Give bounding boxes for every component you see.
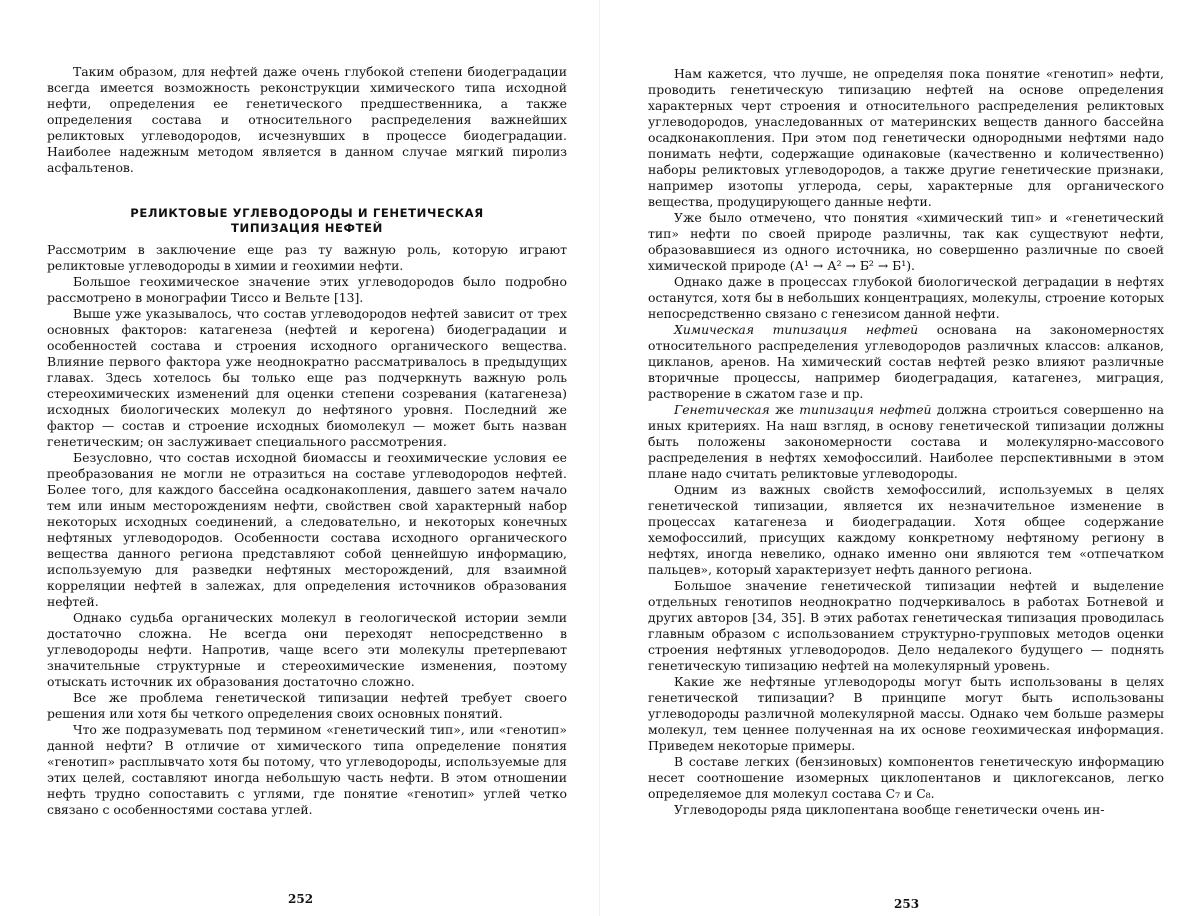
page-number: 252: [288, 892, 314, 906]
section-heading-line: РЕЛИКТОВЫЕ УГЛЕВОДОРОДЫ И ГЕНЕТИЧЕСКАЯ: [130, 206, 484, 220]
page-number: 253: [894, 897, 920, 911]
paragraph: [648, 210, 1164, 274]
italic-term: типизация нефтей: [799, 402, 932, 417]
paragraph: Что же подразумевать под термином «генетический тип», или «генотип» данной нефти? В отличие от химического типа определение понятия «генотип» расплывчато хотя бы потому, что углеводороды, используемые для этих целей, составляют иногда небольшую часть нефти. В этом отношении нефть трудно сопоставить с углями, где понятие «генотип» углей четко связано с особенностями состава углей.: [47, 722, 567, 817]
paragraph-text: основана на закономерностях относительного распределения углеводородов различных классов: алканов, цикланов, аренов. На химический состав нефтей резко влияют различные вторичные процессы, например биодеградация, катагенез, миграция, растворение в сжатом газе и пр.: [648, 322, 1164, 401]
italic-term: Генетическая: [674, 402, 770, 417]
paragraph: Одним из важных свойств хемофоссилий, используемых в целях генетической типизации, является их незначительное изменение в процессах катагенеза и биодеградации. Хотя общее содержание хемофоссилий, присущих каждому конкретному нефтяному региону в нефтях, иногда невелико, однако именно они являются тем «отпечатком пальцев», который характеризует нефть данного региона.: [648, 482, 1164, 577]
paragraph: В составе легких (бензиновых) компонентов генетическую информацию несет соотношение изомерных циклопентанов и циклогексанов, легко определяемое для молекул состава C₇ и C₈.: [648, 754, 1164, 801]
paragraph-text: же: [769, 402, 800, 417]
paragraph: Безусловно, что состав исходной биомассы и геохимические условия ее преобразования не могли не отразиться на составе углеводородов нефтей. Более того, для каждого бассейна осадконакопления, давшего затем начало тем или иным месторождениям нефти, свойствен свой характерный набор некоторых исходных соединений, а следовательно, и некоторых конечных нефтяных углеводородов. Особенности состава исходного органического вещества данного региона представляют собой ценнейшую информацию, используемую для разведки нефтяных месторождений, для взаимной корреляции нефтей в залежах, для определения источников образования нефтей.: [47, 450, 567, 609]
paragraph: [648, 322, 1164, 402]
right-text-column: [648, 66, 1164, 818]
section-heading-line: ТИПИЗАЦИЯ НЕФТЕЙ: [231, 221, 383, 235]
paragraph: Большое геохимическое значение этих углеводородов было подробно рассмотрено в монографии Тиссо и Вельте [13].: [47, 274, 567, 305]
italic-term: Химическая типизация нефтей: [674, 322, 919, 337]
formula: (А¹ → А² → Б² → Б¹).: [789, 258, 915, 273]
paragraph: Рассмотрим в заключение еще раз ту важную роль, которую играют реликтовые углеводороды в химии и геохимии нефти.: [47, 242, 567, 273]
paragraph: Однако судьба органических молекул в геологической истории земли достаточно сложна. Не всегда они переходят непосредственно в углеводороды нефти. Напротив, чаще всего эти молекулы претерпевают значительные структурные и стереохимические изменения, поэтому отыскать источник их образования достаточно сложно.: [47, 610, 567, 689]
paragraph-text: должна строиться совершенно на иных критериях. На наш взгляд, в основу генетической типизации должны быть положены закономерности состава и молекулярно-массового распределения в нефтях хемофоссилий. Наиболее перспективными в этом плане надо считать реликтовые углеводороды.: [648, 402, 1164, 481]
paragraph: Выше уже указывалось, что состав углеводородов нефтей зависит от трех основных факторов: катагенеза (нефтей и керогена) биодеградации и особенностей состава и строения исходного органического вещества. Влияние первого фактора уже неоднократно рассматривалось в предыдущих главах. Здесь хотелось бы только еще раз подчеркнуть важную роль стереохимических изменений для оценки степени созревания (катагенеза) исходных биологических молекул до нефтяного уровня. Последний же фактор — состав и строение исходных биомолекул — может быть назван генетическим; он заслуживает специального рассмотрения.: [47, 306, 567, 449]
paragraph-text: Уже было отмечено, что понятия «химический тип» и «генетический тип» нефти по своей природе различны, так как существуют нефти, образовавшиеся из одного источника, но совершенно различные по своей химической природе: [648, 210, 1164, 273]
paragraph: Углеводороды ряда циклопентана вообще генетически очень ин-: [674, 802, 1105, 817]
paragraph: Однако даже в процессах глубокой биологической деградации в нефтях останутся, хотя бы в небольших концентрациях, молекулы, строение которых непосредственно связано с генезисом данной нефти.: [648, 274, 1164, 321]
paragraph: Большое значение генетической типизации нефтей и выделение отдельных генотипов неоднократно подчеркивалось в работах Ботневой и других авторов [34, 35]. В этих работах генетическая типизация проводилась главным образом с использованием структурно-групповых методов оценки строения нефтяных углеводородов. Дело недалекого будущего — поднять генетическую типизацию нефтей на молекулярный уровень.: [648, 578, 1164, 673]
paragraph: Все же проблема генетической типизации нефтей требует своего решения или хотя бы четкого определения своих основных понятий.: [47, 690, 567, 721]
section-heading: [47, 206, 567, 236]
paragraph: [648, 402, 1164, 482]
right-page: [600, 0, 1200, 916]
paragraph: Какие же нефтяные углеводороды могут быть использованы в целях генетической типизации? В принципе могут быть использованы углеводороды различной молекулярной массы. Однако чем больше размеры молекул, тем ценнее полученная на их основе геохимическая информация. Приведем некоторые примеры.: [648, 674, 1164, 753]
paragraph: Таким образом, для нефтей даже очень глубокой степени биодеградации всегда имеется возможность реконструкции химического типа исходной нефти, определения ее генетического предшественника, а также определения состава и относительного распределения важнейших реликтовых углеводородов, исчезнувших в процессе биодеградации. Наиболее надежным методом является в данном случае мягкий пиролиз асфальтенов.: [47, 64, 567, 175]
paragraph: Нам кажется, что лучше, не определяя пока понятие «генотип» нефти, проводить генетическую типизацию нефтей на основе определения характерных черт строения и относительного распределения реликтовых углеводородов, унаследованных от материнских веществ данного бассейна осадконакопления. При этом под генетически однородными нефтями надо понимать нефти, содержащие одинаковые (качественно и количественно) наборы реликтовых углеводородов, а также другие генетические признаки, например изотопы углерода, серы, характерные для органического вещества, продуцирующего данные нефти.: [648, 66, 1164, 209]
left-text-column: [47, 64, 567, 818]
